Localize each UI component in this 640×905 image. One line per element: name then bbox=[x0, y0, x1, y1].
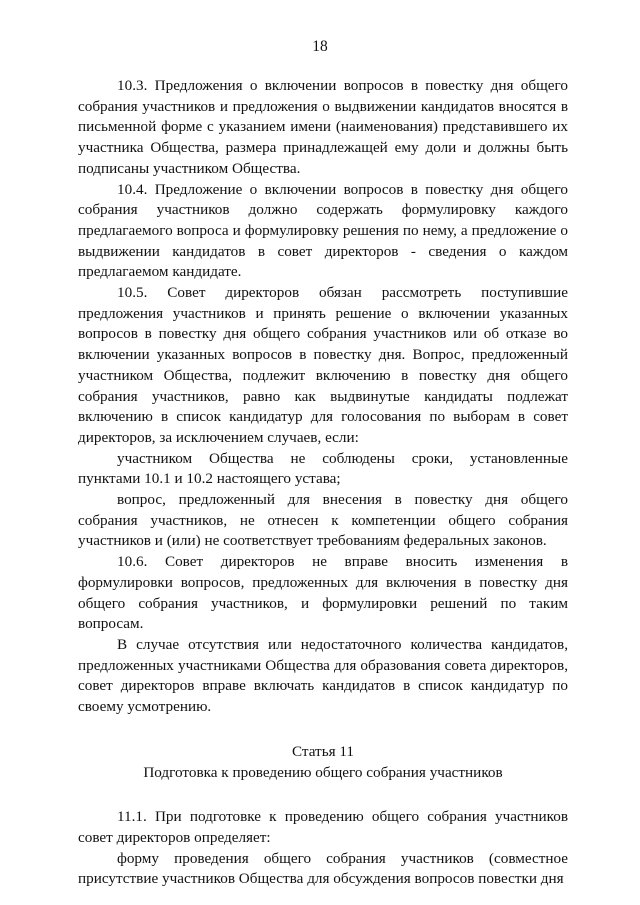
article-number: Статья 11 bbox=[291, 742, 355, 760]
paragraph-10-6: 10.6. Совет директоров не вправе вносить изменения в формулировки вопросов, предложенных для включения в повестку дня общего собрания участников, и формулировки решений по таким вопросам. bbox=[78, 553, 568, 633]
paragraph-10-6-continuation: В случае отсутствия или недостаточного количества кандидатов, предложенных участниками Общества для образования совета директоров, совет директоров вправе включать кандидатов в список кандидатур по своему усмотрению. bbox=[78, 635, 568, 716]
paragraph-10-5-item-2: вопрос, предложенный для внесения в повестку дня общего собрания участников, не отнесен к компетенции общего собрания участников и (или) не соответствует требованиям федеральных законов. bbox=[78, 491, 568, 550]
paragraph-10-4: 10.4. Предложение о включении вопросов в повестку дня общего собрания участников должно содержать формулировку каждого предлагаемого вопроса и формулировку решения по нему, а предложение о выдвижении кандидатов в совет директоров - сведения о каждом предлагаемом кандидате. bbox=[78, 180, 568, 281]
article-title: Подготовка к проведению общего собрания участников bbox=[143, 763, 503, 781]
paragraph-10-5: 10.5. Совет директоров обязан рассмотреть поступившие предложения участников и принять решение о включении указанных вопросов в повестку дня общего собрания участников или об отказе во включении указанных вопросов в повестку дня. Вопрос, предложенный участником Общества, подлежит включению в повестку дня общего собрания участников, равно как выдвинутые кандидаты подлежат включению в список кандидатур для голосования по выборам в совет директоров, за исключением случаев, если: bbox=[78, 284, 568, 446]
section-spacer bbox=[78, 718, 568, 742]
document-body bbox=[78, 76, 568, 890]
section-spacer bbox=[78, 783, 568, 807]
page-number: 18 bbox=[312, 38, 328, 55]
paragraph-11-1: 11.1. При подготовке к проведению общего собрания участников совет директоров определяет: bbox=[78, 808, 568, 846]
paragraph-10-3: 10.3. Предложения о включении вопросов в повестку дня общего собрания участников и предложения о выдвижении кандидатов вносятся в письменной форме с указанием имени (наименования) представившего их участника Общества, размера принадлежащей ему доли и должны быть подписаны участником Общества. bbox=[78, 77, 568, 177]
paragraph-11-1-item-1: форму проведения общего собрания участников (совместное присутствие участников Общества для обсуждения вопросов повестки дня bbox=[78, 849, 568, 888]
paragraph-10-5-item-1: участником Общества не соблюдены сроки, установленные пунктами 10.1 и 10.2 настоящего устава; bbox=[78, 449, 568, 488]
